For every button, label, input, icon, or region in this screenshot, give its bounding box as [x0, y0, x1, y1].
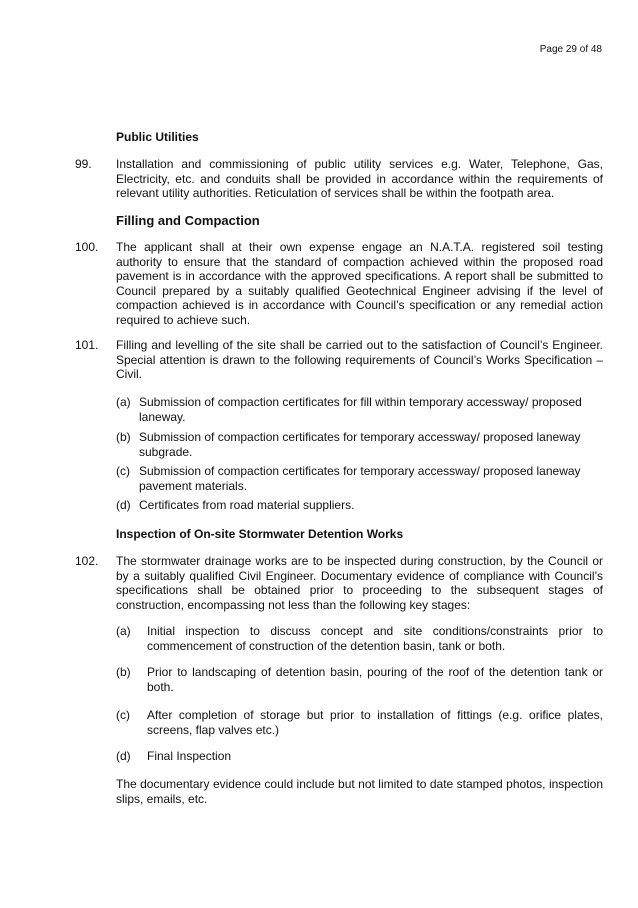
- clause-text-99: Installation and commissioning of public utility services e.g. Water, Telephone, Gas, Electricity, etc. and conduits shall be provided in accordance within the requirements of relevant utility authorities. Reticulation of services shall be within the footpath area.: [116, 157, 603, 200]
- list-item-text: Initial inspection to discuss concept and site conditions/constraints prior to commencement of construction of the detention basin, tank or both.: [147, 624, 603, 653]
- list-item-label: (b): [116, 430, 131, 444]
- clause-text-101: Filling and levelling of the site shall be carried out to the satisfaction of Council’s Engineer. Special attention is drawn to the following requirements of Council’s Works Specification – Civil.: [116, 338, 603, 381]
- list-item-label: (b): [116, 665, 131, 679]
- list-item-text: Prior to landscaping of detention basin, pouring of the roof of the detention tank or both.: [147, 665, 603, 694]
- list-item-text: Submission of compaction certificates for fill within temporary accessway/ proposed laneway.: [139, 395, 582, 424]
- list-item-label: (d): [116, 749, 131, 763]
- closing-paragraph: The documentary evidence could include but not limited to date stamped photos, inspection slips, emails, etc.: [116, 777, 603, 806]
- section-heading-public-utilities: Public Utilities: [116, 130, 199, 144]
- clause-number-99: 99.: [75, 157, 92, 171]
- list-item-text: Final Inspection: [147, 749, 232, 763]
- clause-text-100: The applicant shall at their own expense engage an N.A.T.A. registered soil testing authority to ensure that the standard of compaction achieved within the proposed road pavement is in accordance with the approved specifications. A report shall be submitted to Council prepared by a suitably qualified Geotechnical Engineer advising if the level of compaction achieved is in accordance with Council’s specification or any remedial action required to achieve such.: [116, 240, 603, 327]
- list-item-label: (a): [116, 395, 131, 409]
- list-item-label: (c): [116, 708, 130, 722]
- list-item-text: Certificates from road material suppliers.: [139, 498, 355, 512]
- list-item-text: After completion of storage but prior to installation of fittings (e.g. orifice plates, screens, flap valves etc.): [147, 708, 603, 737]
- clause-number-101: 101.: [75, 338, 99, 352]
- clause-number-102: 102.: [75, 554, 99, 568]
- list-item-text: Submission of compaction certificates for temporary accessway/ proposed laneway subgrade.: [139, 430, 581, 459]
- page-number: Page 29 of 48: [539, 44, 602, 55]
- section-heading-stormwater-inspection: Inspection of On-site Stormwater Detention Works: [116, 527, 404, 541]
- section-heading-filling-compaction: Filling and Compaction: [116, 213, 260, 228]
- clause-text-102: The stormwater drainage works are to be inspected during construction, by the Council or by a suitably qualified Civil Engineer. Documentary evidence of compliance with Council’s specifications shall be obtained prior to proceeding to the subsequent stages of construction, encompassing not less than the following key stages:: [116, 554, 603, 612]
- list-item-label: (d): [116, 498, 131, 512]
- list-item-label: (c): [116, 464, 130, 478]
- list-item-label: (a): [116, 624, 131, 638]
- list-item-text: Submission of compaction certificates for temporary accessway/ proposed laneway pavement materials.: [139, 464, 581, 493]
- clause-number-100: 100.: [75, 240, 99, 254]
